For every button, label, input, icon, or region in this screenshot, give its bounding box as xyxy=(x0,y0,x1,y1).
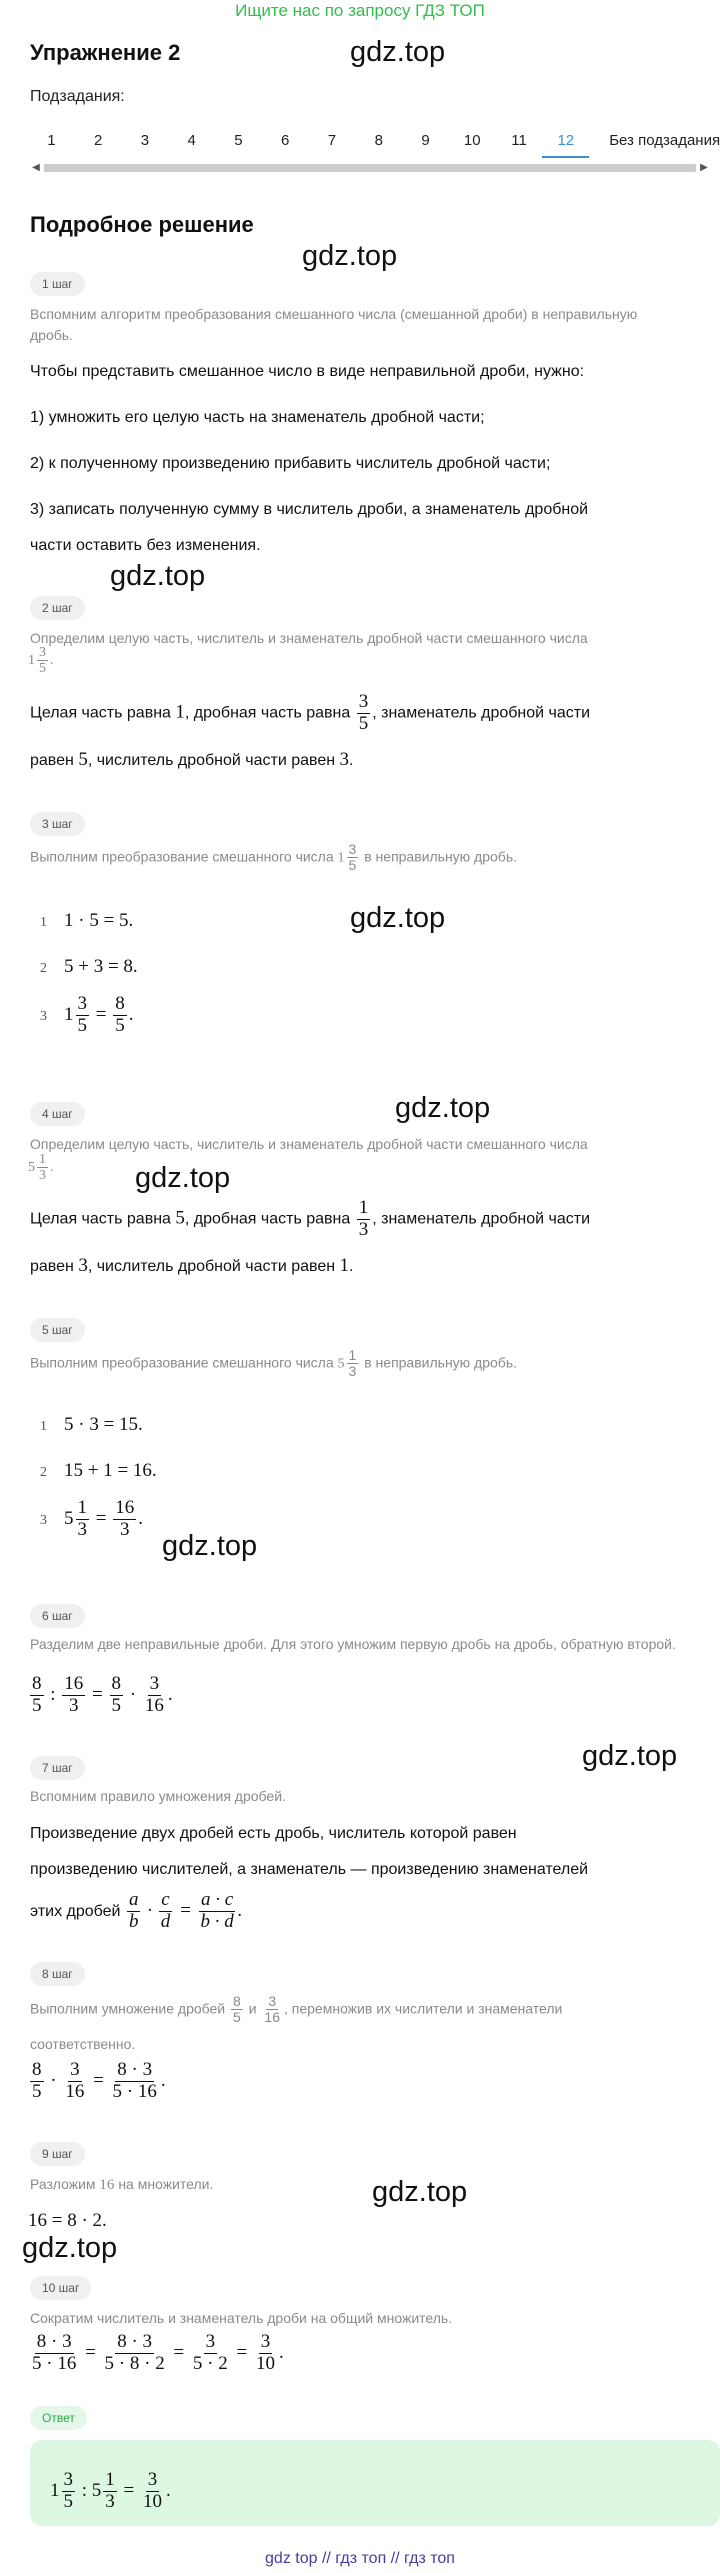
tabs-scrollbar[interactable] xyxy=(30,162,710,174)
step-hint: Выполним преобразование смешанного числа 5 $\frac{1}{3}$ в неправильную дробь. xyxy=(30,1347,518,1380)
formula: 16 = 8 · 2. xyxy=(28,2210,107,2231)
formula: $\frac{8}{5}$ : $\frac{16}{3}$ = $\frac{8}{5}$ · $\frac{3}{16}$ . xyxy=(32,1673,173,1716)
step-hint: Сократим числитель и знаменатель дроби на общий множитель. xyxy=(30,2310,453,2326)
tab-no-subtask[interactable]: Без подзадания xyxy=(609,132,720,149)
mixed-number: 1 $\frac{3}{5}$ . xyxy=(28,645,54,677)
tab-12[interactable]: 12 xyxy=(542,126,589,158)
step-badge: 2 шаг xyxy=(30,596,85,620)
step-text: Целая часть равна 5, дробная часть равна $\frac{1}{3}$ , знаменатель дробной части xyxy=(30,1197,591,1240)
step-hint: Разложим 16 на множители. xyxy=(30,2176,214,2193)
step-text: Произведение двух дробей есть дробь, числитель которой равен xyxy=(30,1825,517,1842)
step-badge: 6 шаг xyxy=(30,1604,85,1628)
tab-3[interactable]: 3 xyxy=(140,132,150,149)
tab-10[interactable]: 10 xyxy=(463,132,481,149)
step-badge: 8 шаг xyxy=(30,1962,85,1986)
step-text: произведению числителей, а знаменатель — произведению знаменателей xyxy=(30,1861,589,1878)
step-text: части оставить без изменения. xyxy=(30,537,261,554)
watermark: gdz.top xyxy=(162,1530,258,1562)
scroll-right-icon[interactable]: ▶ xyxy=(700,162,708,173)
list-item: 1 5 · 3 = 15. xyxy=(40,1414,143,1435)
list-item: 1 1 · 5 = 5. xyxy=(40,910,134,931)
formula: $\frac{8 \cdot 3}{5 \cdot 16}$ = $\frac{8 \cdot 3}{5 \cdot 8 \cdot 2}$ = $\frac{3}{5 \cdot 2}$ = $\frac{3}{10}$ . xyxy=(32,2331,284,2374)
tab-7[interactable]: 7 xyxy=(327,132,337,149)
step-badge: 1 шаг xyxy=(30,272,85,296)
tab-4[interactable]: 4 xyxy=(187,132,196,149)
step-badge: 4 шаг xyxy=(30,1102,85,1126)
subtask-tabs xyxy=(28,126,720,162)
step-text: равен 3, числитель дробной части равен 1. xyxy=(30,1255,354,1276)
tab-2[interactable]: 2 xyxy=(93,132,103,149)
watermark: gdz.top xyxy=(395,1092,491,1124)
step-hint: соответственно. xyxy=(30,2036,136,2052)
step-badge: 10 шаг xyxy=(30,2276,91,2300)
step-hint: Вспомним правило умножения дробей. xyxy=(30,1788,286,1804)
step-text: 2) к полученному произведению прибавить числитель дробной части; xyxy=(30,455,551,472)
step-badge: 5 шаг xyxy=(30,1318,85,1342)
subtasks-label: Подзадания: xyxy=(30,88,125,105)
watermark: gdz.top xyxy=(110,560,206,592)
formula: $\frac{8}{5}$ · $\frac{3}{16}$ = $\frac{8 \cdot 3}{5 \cdot 16}$ . xyxy=(32,2059,166,2102)
step-hint: Выполним умножение дробей $\frac{8}{5}$ и $\frac{3}{16}$ , перемножив их числители и знаменатели xyxy=(30,1993,563,2026)
answer-formula: 1 $\frac{3}{5}$ : 5 $\frac{1}{3}$ = $\frac{3}{10}$ . xyxy=(50,2469,171,2512)
tab-9[interactable]: 9 xyxy=(421,132,430,149)
watermark: gdz.top xyxy=(22,2232,118,2264)
mixed-number: 5 $\frac{1}{3}$ . xyxy=(28,1152,54,1184)
watermark: gdz.top xyxy=(350,902,446,934)
scroll-left-icon[interactable]: ◀ xyxy=(32,162,40,173)
page-title: Упражнение 2 xyxy=(30,40,181,65)
step-text: 1) умножить его целую часть на знаменатель дробной части; xyxy=(30,409,485,426)
step-hint: Вспомним алгоритм преобразования смешанного числа (смешанной дроби) в неправильную дробь. xyxy=(30,306,638,343)
tab-6[interactable]: 6 xyxy=(281,132,290,149)
footer-links[interactable]: gdz top // гдз топ // гдз топ xyxy=(265,2550,455,2567)
step-text: равен 5, числитель дробной части равен 3. xyxy=(30,749,354,770)
step-badge: 3 шаг xyxy=(30,812,85,836)
step-hint: Выполним преобразование смешанного числа 1 $\frac{3}{5}$ в неправильную дробь. xyxy=(30,841,518,874)
list-item: 3 5 $\frac{1}{3}$ = $\frac{16}{3}$ . xyxy=(40,1497,143,1540)
step-badge: 7 шаг xyxy=(30,1756,85,1780)
watermark: gdz.top xyxy=(372,2176,468,2208)
step-hint: Разделим две неправильные дроби. Для этого умножим первую дробь на дробь, обратную второй. xyxy=(30,1636,676,1652)
tab-8[interactable]: 8 xyxy=(374,132,383,149)
list-item: 3 1 $\frac{3}{5}$ = $\frac{8}{5}$ . xyxy=(40,993,134,1036)
list-item: 2 5 + 3 = 8. xyxy=(40,956,138,977)
scroll-thumb[interactable] xyxy=(44,164,696,172)
solution-title: Подробное решение xyxy=(30,212,254,237)
step-hint: Определим целую часть, числитель и знаменатель дробной части смешанного числа xyxy=(30,630,588,646)
watermark: gdz.top xyxy=(302,240,398,272)
step-text: Чтобы представить смешанное число в виде неправильной дроби, нужно: xyxy=(30,363,585,380)
step-text: Целая часть равна 1, дробная часть равна $\frac{3}{5}$ , знаменатель дробной части xyxy=(30,691,591,734)
step-text: этих дробей $\frac{a}{b}$ · $\frac{c}{d}$ = $\frac{a \cdot c}{b \cdot d}$ . xyxy=(30,1889,243,1932)
tab-5[interactable]: 5 xyxy=(234,132,243,149)
step-badge: 9 шаг xyxy=(30,2142,85,2166)
list-item: 2 15 + 1 = 16. xyxy=(40,1460,157,1481)
step-text: 3) записать полученную сумму в числитель дроби, а знаменатель дробной xyxy=(30,501,589,518)
top-banner[interactable]: Ищите нас по запросу ГДЗ ТОП xyxy=(235,1,485,20)
answer-badge: Ответ xyxy=(30,2406,87,2430)
tab-1[interactable]: 1 xyxy=(47,132,56,149)
step-hint: Определим целую часть, числитель и знаменатель дробной части смешанного числа xyxy=(30,1136,588,1152)
tab-11[interactable]: 11 xyxy=(511,132,527,149)
watermark: gdz.top xyxy=(350,36,446,68)
watermark: gdz.top xyxy=(582,1740,678,1772)
watermark: gdz.top xyxy=(135,1162,231,1194)
